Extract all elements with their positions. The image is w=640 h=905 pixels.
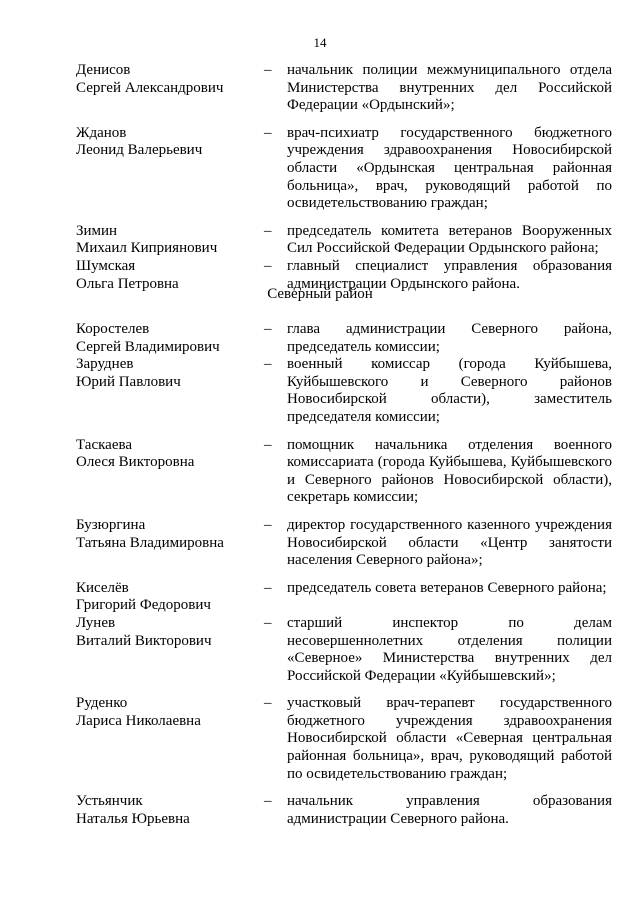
member-entry [0, 356, 640, 426]
dash-separator: – [264, 222, 272, 239]
member-name [76, 356, 256, 391]
member-given-name: Лариса Николаевна [76, 712, 201, 729]
member-surname: Зимин [76, 222, 118, 239]
member-description: директор государственного казенного учреждения Новосибирской области «Центр занятости населения Северного района»; [287, 516, 612, 569]
dash-separator: – [264, 695, 272, 712]
member-description: начальник полиции межмуниципального отдела Министерства внутренних дел Российской Федерации «Ордынский»; [287, 62, 612, 114]
member-entry [0, 321, 640, 356]
member-given-name: Сергей Владимирович [76, 338, 220, 355]
member-surname: Устьянчик [76, 793, 143, 810]
member-list-ordynsky [0, 62, 640, 293]
member-surname: Коростелев [76, 321, 150, 337]
member-name [76, 437, 256, 472]
section-heading: Северный район [267, 286, 373, 302]
member-description: главный специалист управления образования администрации Ордынского района. [287, 257, 612, 292]
member-given-name: Татьяна Владимировна [76, 534, 224, 551]
member-name [76, 580, 256, 615]
member-entry [0, 62, 640, 115]
dash-separator: – [264, 579, 272, 596]
dash-separator: – [264, 516, 272, 533]
dash-separator: – [264, 356, 272, 373]
member-surname: Киселёв [76, 579, 129, 596]
member-name [76, 125, 256, 160]
dash-separator: – [264, 321, 272, 337]
member-given-name: Григорий Федорович [76, 597, 211, 614]
member-surname: Лунев [76, 614, 116, 631]
dash-separator: – [264, 614, 272, 631]
member-description: глава администрации Северного района, председатель комиссии; [287, 321, 612, 355]
member-name [76, 615, 256, 650]
member-surname: Денисов [76, 62, 131, 78]
member-given-name: Виталий Викторович [76, 632, 212, 649]
member-given-name: Олеся Викторовна [76, 454, 195, 471]
member-entry [0, 125, 640, 213]
member-entry [0, 437, 640, 507]
member-given-name: Михаил Киприянович [76, 240, 218, 257]
member-surname: Шумская [76, 257, 136, 274]
member-list-severny [0, 321, 640, 828]
member-entry [0, 793, 640, 828]
member-description: помощник начальника отделения военного комиссариата (города Куйбышева, Куйбышевского и Северного районов Новосибирской области), секретарь комиссии; [287, 436, 612, 506]
member-entry [0, 615, 640, 685]
member-description: участковый врач-терапевт государственного бюджетного учреждения здравоохранения Новосибирской области «Северная центральная районная больница», врач, руководящий работой по освидетельствованию граждан; [287, 695, 612, 782]
member-description: врач-психиатр государственного бюджетного учреждения здравоохранения Новосибирской области «Ордынская центральная районная больница», врач, руководящий работой по освидетельствованию граждан; [287, 124, 612, 212]
member-entry [0, 695, 640, 783]
member-name [76, 793, 256, 828]
dash-separator: – [264, 793, 272, 810]
member-surname: Заруднев [76, 356, 134, 373]
member-given-name: Сергей Александрович [76, 79, 224, 96]
page-number: 14 [313, 35, 327, 50]
member-surname: Руденко [76, 695, 128, 712]
member-name [76, 695, 256, 730]
member-given-name: Юрий Павлович [76, 373, 181, 390]
member-entry [0, 223, 640, 258]
member-given-name: Ольга Петровна [76, 275, 179, 292]
member-entry [0, 579, 640, 614]
member-surname: Жданов [76, 124, 127, 141]
dash-separator: – [264, 62, 272, 78]
member-description: старший инспектор по делам несовершеннолетних отделения полиции «Северное» Министерства внутренних дел Российской Федерации «Куйбышевский»; [287, 614, 612, 684]
member-surname: Таскаева [76, 436, 133, 453]
dash-separator: – [264, 257, 272, 274]
member-name [76, 62, 256, 97]
member-description: начальник управления образования администрации Северного района. [287, 793, 612, 827]
dash-separator: – [264, 124, 272, 141]
member-name [76, 517, 256, 552]
dash-separator: – [264, 436, 272, 453]
member-surname: Бузюргина [76, 516, 146, 533]
member-description: председатель совета ветеранов Северного района; [287, 579, 607, 596]
member-given-name: Леонид Валерьевич [76, 142, 203, 159]
member-description: военный комиссар (города Куйбышева, Куйбышевского и Северного районов Новосибирской области), заместитель председателя комиссии; [287, 356, 612, 425]
member-given-name: Наталья Юрьевна [76, 810, 190, 827]
member-name [76, 223, 256, 258]
member-name [76, 321, 256, 356]
member-description: председатель комитета ветеранов Вооруженных Сил Российской Федерации Ордынского района; [287, 222, 612, 257]
member-entry [0, 517, 640, 570]
